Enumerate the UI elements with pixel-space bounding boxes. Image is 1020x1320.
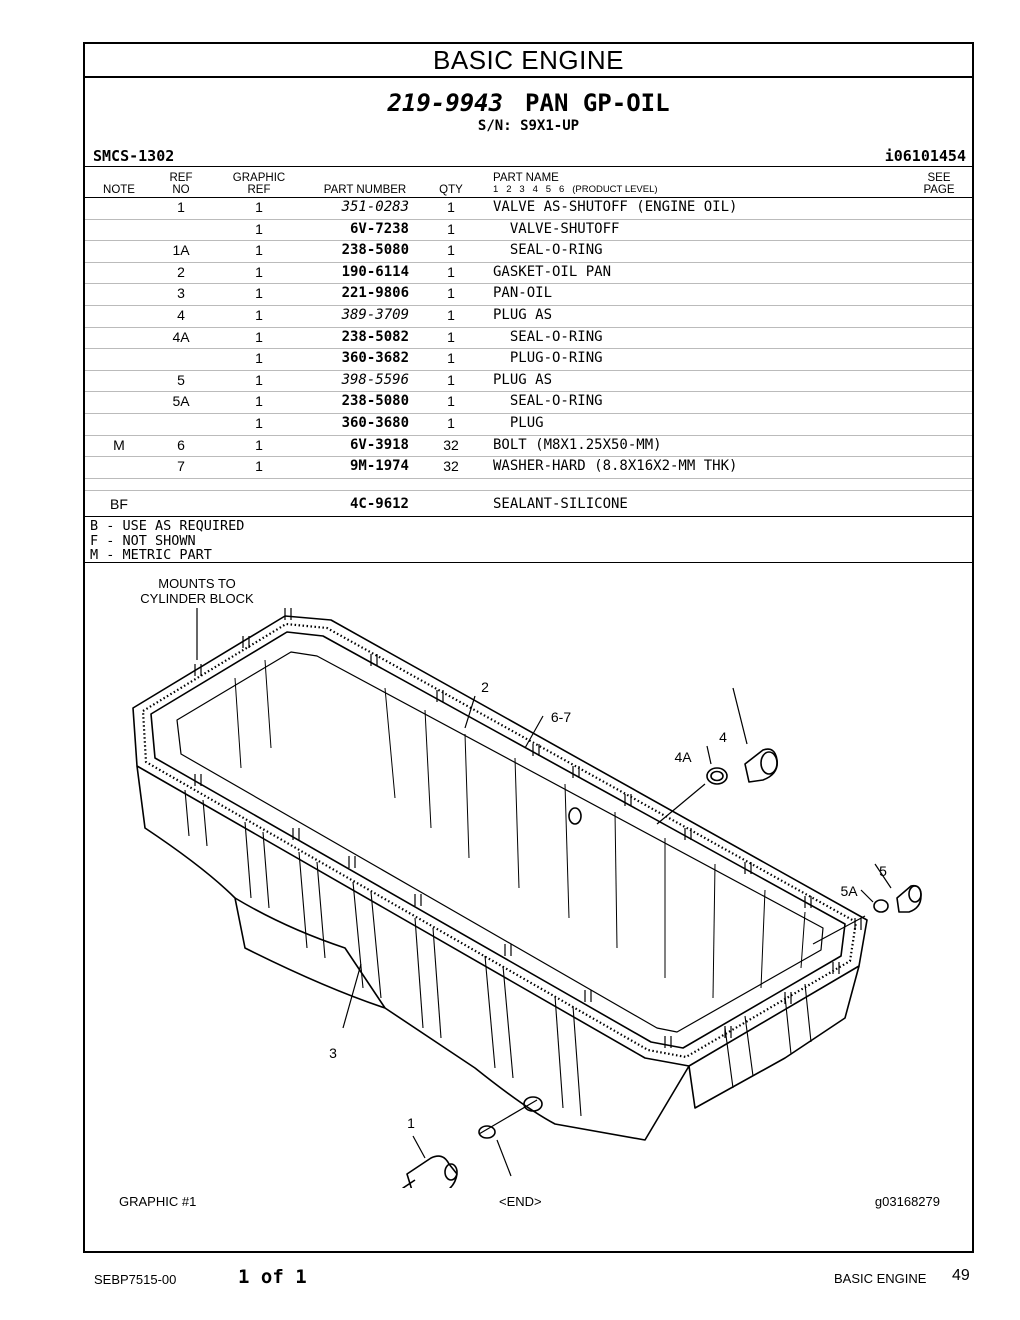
callout-4: 4 (719, 729, 727, 745)
row-graphic-ref: 1 (255, 415, 263, 431)
plug-5 (897, 886, 921, 912)
row-graphic-ref: 1 (255, 371, 263, 388)
pan-flange-inner (151, 632, 845, 1048)
illustration-id: i06101454 (884, 147, 966, 165)
header-ref-bottom: NO (172, 184, 190, 196)
pan-flange-outer (133, 616, 867, 1066)
row-qty: 1 (447, 263, 455, 280)
gasket (143, 624, 856, 1057)
oil-pan-illustration (85, 568, 971, 1188)
pan-ribs (185, 790, 811, 1116)
callout-6-7: 6-7 (550, 709, 572, 725)
row-part-number: 389-3709 (341, 307, 409, 323)
notes-top-rule (85, 516, 972, 517)
row-part-name: BOLT (M8X1.25X50-MM) (493, 436, 662, 453)
table-row (85, 305, 972, 326)
header-gref-bottom: REF (247, 184, 271, 196)
row-note: M (113, 436, 125, 453)
plug-4-face (761, 752, 777, 774)
o-ring-4a-inner (711, 772, 723, 781)
callout-3: 3 (329, 1045, 337, 1061)
callout-mounts-line1: MOUNTS TO (158, 576, 236, 591)
pan-inner-ribs (235, 660, 805, 998)
row-part-name: SEAL-O-RING (493, 242, 603, 259)
row-graphic-ref: 1 (255, 263, 263, 280)
row-part-name: PLUG AS (493, 307, 553, 323)
row-part-number: 238-5080 (341, 242, 409, 259)
row-part-number: 6V-3918 (349, 436, 409, 453)
header-see-bottom: PAGE (923, 184, 955, 196)
note-f: F - NOT SHOWN (90, 532, 196, 549)
header-product-levels: 1 2 3 4 5 6 (PRODUCT LEVEL) (493, 184, 658, 195)
plug-5-face (909, 886, 921, 902)
table-row-extra (85, 494, 972, 515)
row-ref-no: 2 (177, 263, 185, 280)
row-part-name: SEALANT-SILICONE (493, 496, 628, 512)
table-row (85, 456, 972, 477)
row-part-name: PAN-OIL (493, 285, 553, 302)
header-part-name: PART NAME (493, 172, 559, 184)
row-part-number: 398-5596 (341, 371, 409, 388)
row-ref-no: 5A (172, 393, 190, 410)
part-group-number: 219-9943 (387, 89, 504, 117)
row-ref-no: 4 (177, 307, 185, 323)
row-part-number: 9M-1974 (349, 458, 409, 475)
serial-range: S/N: S9X1-UP (477, 118, 580, 134)
note-b: B - USE AS REQUIRED (90, 518, 245, 534)
row-part-number: 238-5080 (341, 393, 409, 410)
graphic-id: g03168279 (874, 1194, 940, 1209)
row-ref-no: 1 (177, 199, 185, 215)
row-qty: 32 (443, 458, 459, 475)
row-graphic-ref: 1 (255, 307, 263, 323)
graphic-label: GRAPHIC #1 (119, 1194, 197, 1209)
row-part-number: 360-3682 (341, 350, 409, 367)
row-part-number: 4C-9612 (349, 496, 409, 512)
row-ref-no: 4A (172, 328, 190, 345)
footer-page-count: 1 of 1 (238, 1266, 307, 1288)
row-part-name: SEAL-O-RING (493, 393, 603, 410)
row-part-number: 221-9806 (341, 285, 409, 302)
row-ref-no: 7 (177, 458, 185, 475)
o-ring-4a (707, 768, 727, 784)
row-part-name: WASHER-HARD (8.8X16X2-MM THK) (493, 458, 738, 475)
header-qty: QTY (439, 184, 463, 196)
callout-4a: 4A (674, 749, 692, 765)
row-qty: 1 (447, 415, 455, 431)
row-part-name: PLUG AS (493, 371, 553, 388)
table-row (85, 391, 972, 412)
callout-mounts-line2: CYLINDER BLOCK (140, 591, 254, 606)
row-qty: 1 (447, 371, 455, 388)
row-divider (85, 490, 972, 491)
table-row (85, 435, 972, 456)
end-label: <END> (499, 1194, 542, 1209)
page-frame (83, 42, 974, 1253)
callout-2: 2 (481, 679, 489, 695)
footer-section: BASIC ENGINE (834, 1271, 927, 1286)
row-graphic-ref: 1 (255, 393, 263, 410)
row-graphic-ref: 1 (255, 458, 263, 475)
callout-5: 5 (879, 863, 887, 879)
notes-legend (90, 519, 244, 563)
row-part-number: 238-5082 (341, 328, 409, 345)
smcs-code: SMCS-1302 (93, 147, 175, 165)
row-part-number: 6V-7238 (349, 220, 409, 237)
table-row (85, 283, 972, 304)
row-graphic-ref: 1 (255, 220, 263, 237)
shutoff-valve (407, 1156, 457, 1188)
row-ref-no: 1A (172, 242, 190, 259)
row-graphic-ref: 1 (255, 199, 263, 215)
row-ref-no: 6 (177, 436, 185, 453)
callout-1: 1 (407, 1115, 415, 1131)
row-part-number: 360-3680 (341, 415, 409, 431)
row-part-name: VALVE AS-SHUTOFF (ENGINE OIL) (493, 199, 738, 215)
row-part-name: PLUG (493, 415, 544, 431)
o-ring-5a (874, 900, 888, 912)
footer-document-number: SEBP7515-00 (94, 1272, 177, 1287)
notes-bottom-rule (85, 562, 972, 563)
row-qty: 1 (447, 199, 455, 215)
row-part-name: GASKET-OIL PAN (493, 263, 612, 280)
row-qty: 32 (443, 436, 459, 453)
table-row (85, 219, 972, 240)
row-graphic-ref: 1 (255, 350, 263, 367)
row-part-number: 351-0283 (341, 199, 409, 215)
pan-right-wall (689, 966, 859, 1108)
row-graphic-ref: 1 (255, 285, 263, 302)
header-note: NOTE (103, 184, 135, 196)
table-row (85, 262, 972, 283)
row-graphic-ref: 1 (255, 242, 263, 259)
header-see-top: SEE (927, 172, 951, 184)
row-part-name: SEAL-O-RING (493, 328, 603, 345)
row-qty: 1 (447, 242, 455, 259)
row-graphic-ref: 1 (255, 436, 263, 453)
table-row (85, 413, 972, 434)
part-group-name: PAN GP-OIL (525, 89, 670, 117)
table-row (85, 327, 972, 348)
table-row (85, 197, 972, 218)
table-row (85, 370, 972, 391)
header-top-rule (85, 166, 972, 167)
table-row (85, 240, 972, 261)
pan-bottom-edge (235, 898, 385, 1008)
footer-page-number: 49 (952, 1267, 970, 1284)
row-note: BF (110, 496, 128, 512)
callout-5a: 5A (840, 883, 858, 899)
row-qty: 1 (447, 307, 455, 323)
row-qty: 1 (447, 328, 455, 345)
note-m: M - METRIC PART (90, 547, 212, 563)
drain-boss (524, 1097, 542, 1111)
row-ref-no: 5 (177, 371, 185, 388)
pan-front-wall (137, 766, 689, 1140)
row-qty: 1 (447, 285, 455, 302)
row-qty: 1 (447, 393, 455, 410)
row-divider (85, 478, 972, 479)
header-gref-top: GRAPHIC (232, 172, 286, 184)
row-qty: 1 (447, 220, 455, 237)
callout-1a (508, 1187, 526, 1188)
pan-boss (569, 808, 581, 824)
row-part-name: VALVE-SHUTOFF (493, 220, 620, 237)
row-part-number: 190-6114 (341, 263, 409, 280)
section-title: BASIC ENGINE (85, 44, 972, 78)
row-graphic-ref: 1 (255, 328, 263, 345)
row-part-name: PLUG-O-RING (493, 350, 603, 367)
part-title (85, 89, 972, 117)
row-ref-no: 3 (177, 285, 185, 302)
row-qty: 1 (447, 350, 455, 367)
header-ref-top: REF (169, 172, 193, 184)
table-row (85, 348, 972, 369)
header-part-number: PART NUMBER (323, 184, 407, 196)
